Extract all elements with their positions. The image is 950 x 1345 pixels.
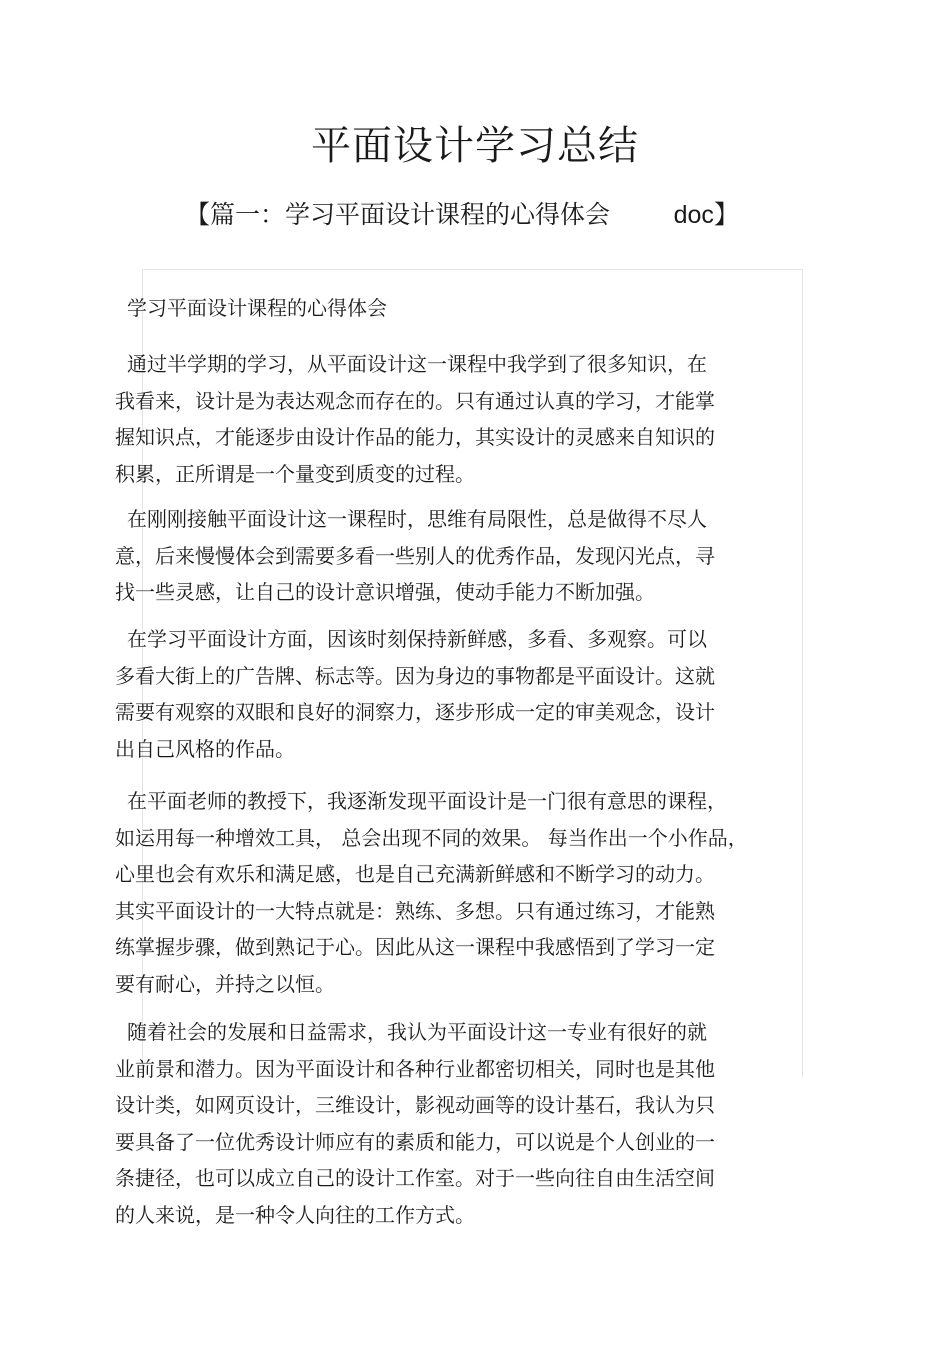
paragraph-line: 意，后来慢慢体会到需要多看一些别人的优秀作品，发现闪光点，寻 (115, 543, 715, 568)
paragraph-2 (115, 501, 715, 611)
paragraph-1 (115, 346, 715, 492)
paragraph-line: 其实平面设计的一大特点就是：熟练、多想。只有通过练习，才能熟 (115, 898, 715, 923)
paragraph-line: 要有耐心，并持之以恒。 (115, 971, 335, 996)
paragraph-line: 出自己风格的作品。 (115, 736, 295, 761)
paragraph-3 (115, 621, 715, 767)
paragraph-line: 在刚刚接触平面设计这一课程时，思维有局限性，总是做得不尽人 (127, 507, 707, 531)
paragraph-line: 通过半学期的学习，从平面设计这一课程中我学到了很多知识，在 (127, 352, 707, 376)
section-heading (185, 195, 739, 235)
paragraph-line: 我看来，设计是为表达观念而存在的。只有通过认真的学习，才能掌 (115, 388, 715, 413)
intro-heading: 学习平面设计课程的心得体会 (127, 296, 387, 320)
paragraph-line: 练掌握步骤，做到熟记于心。因此从这一课程中我感悟到了学习一定 (115, 935, 715, 959)
paragraph-line: 随着社会的发展和日益需求，我认为平面设计这一专业有很好的就 (127, 1020, 707, 1044)
paragraph-line: 设计类，如网页设计，三维设计，影视动画等的设计基石，我认为只 (115, 1093, 715, 1117)
paragraph-line: 在平面老师的教授下，我逐渐发现平面设计是一门很有意思的课程， (127, 789, 727, 813)
paragraph-line: 积累，正所谓是一个量变到质变的过程。 (115, 461, 475, 486)
page-title: 平面设计学习总结 (311, 123, 639, 169)
paragraph-line: 条捷径，也可以成立自己的设计工作室。对于一些向往自由生活空间 (115, 1166, 715, 1190)
section-heading-text: 【篇一：学习平面设计课程的心得体会 (185, 200, 611, 229)
paragraph-5 (115, 1014, 715, 1233)
paragraph-line: 要具备了一位优秀设计师应有的素质和能力，可以说是个人创业的一 (115, 1129, 715, 1154)
paragraph-line: 业前景和潜力。因为平面设计和各种行业都密切相关，同时也是其他 (115, 1056, 715, 1081)
paragraph-4 (115, 783, 748, 1002)
paragraph-line: 在学习平面设计方面，因该时刻保持新鲜感，多看、多观察。可以 (127, 627, 707, 651)
paragraph-line: 握知识点，才能逐步由设计作品的能力，其实设计的灵感来自知识的 (115, 425, 715, 449)
paragraph-line: 找一些灵感，让自己的设计意识增强，使动手能力不断加强。 (115, 580, 655, 604)
section-heading-doc: doc (673, 201, 714, 229)
paragraph-line: 的人来说，是一种令人向往的工作方式。 (115, 1202, 475, 1227)
paragraph-line: 如运用每一种增效工具， 总会出现不同的效果。 每当作出一个小作品， (115, 825, 748, 850)
paragraph-line: 需要有观察的双眼和良好的洞察力，逐步形成一定的审美观念，设计 (115, 700, 715, 724)
section-heading-close: 】 (713, 200, 739, 229)
paragraph-line: 多看大街上的广告牌、标志等。因为身边的事物都是平面设计。这就 (115, 663, 715, 688)
paragraph-line: 心里也会有欢乐和满足感，也是自己充满新鲜感和不断学习的动力。 (115, 862, 715, 886)
